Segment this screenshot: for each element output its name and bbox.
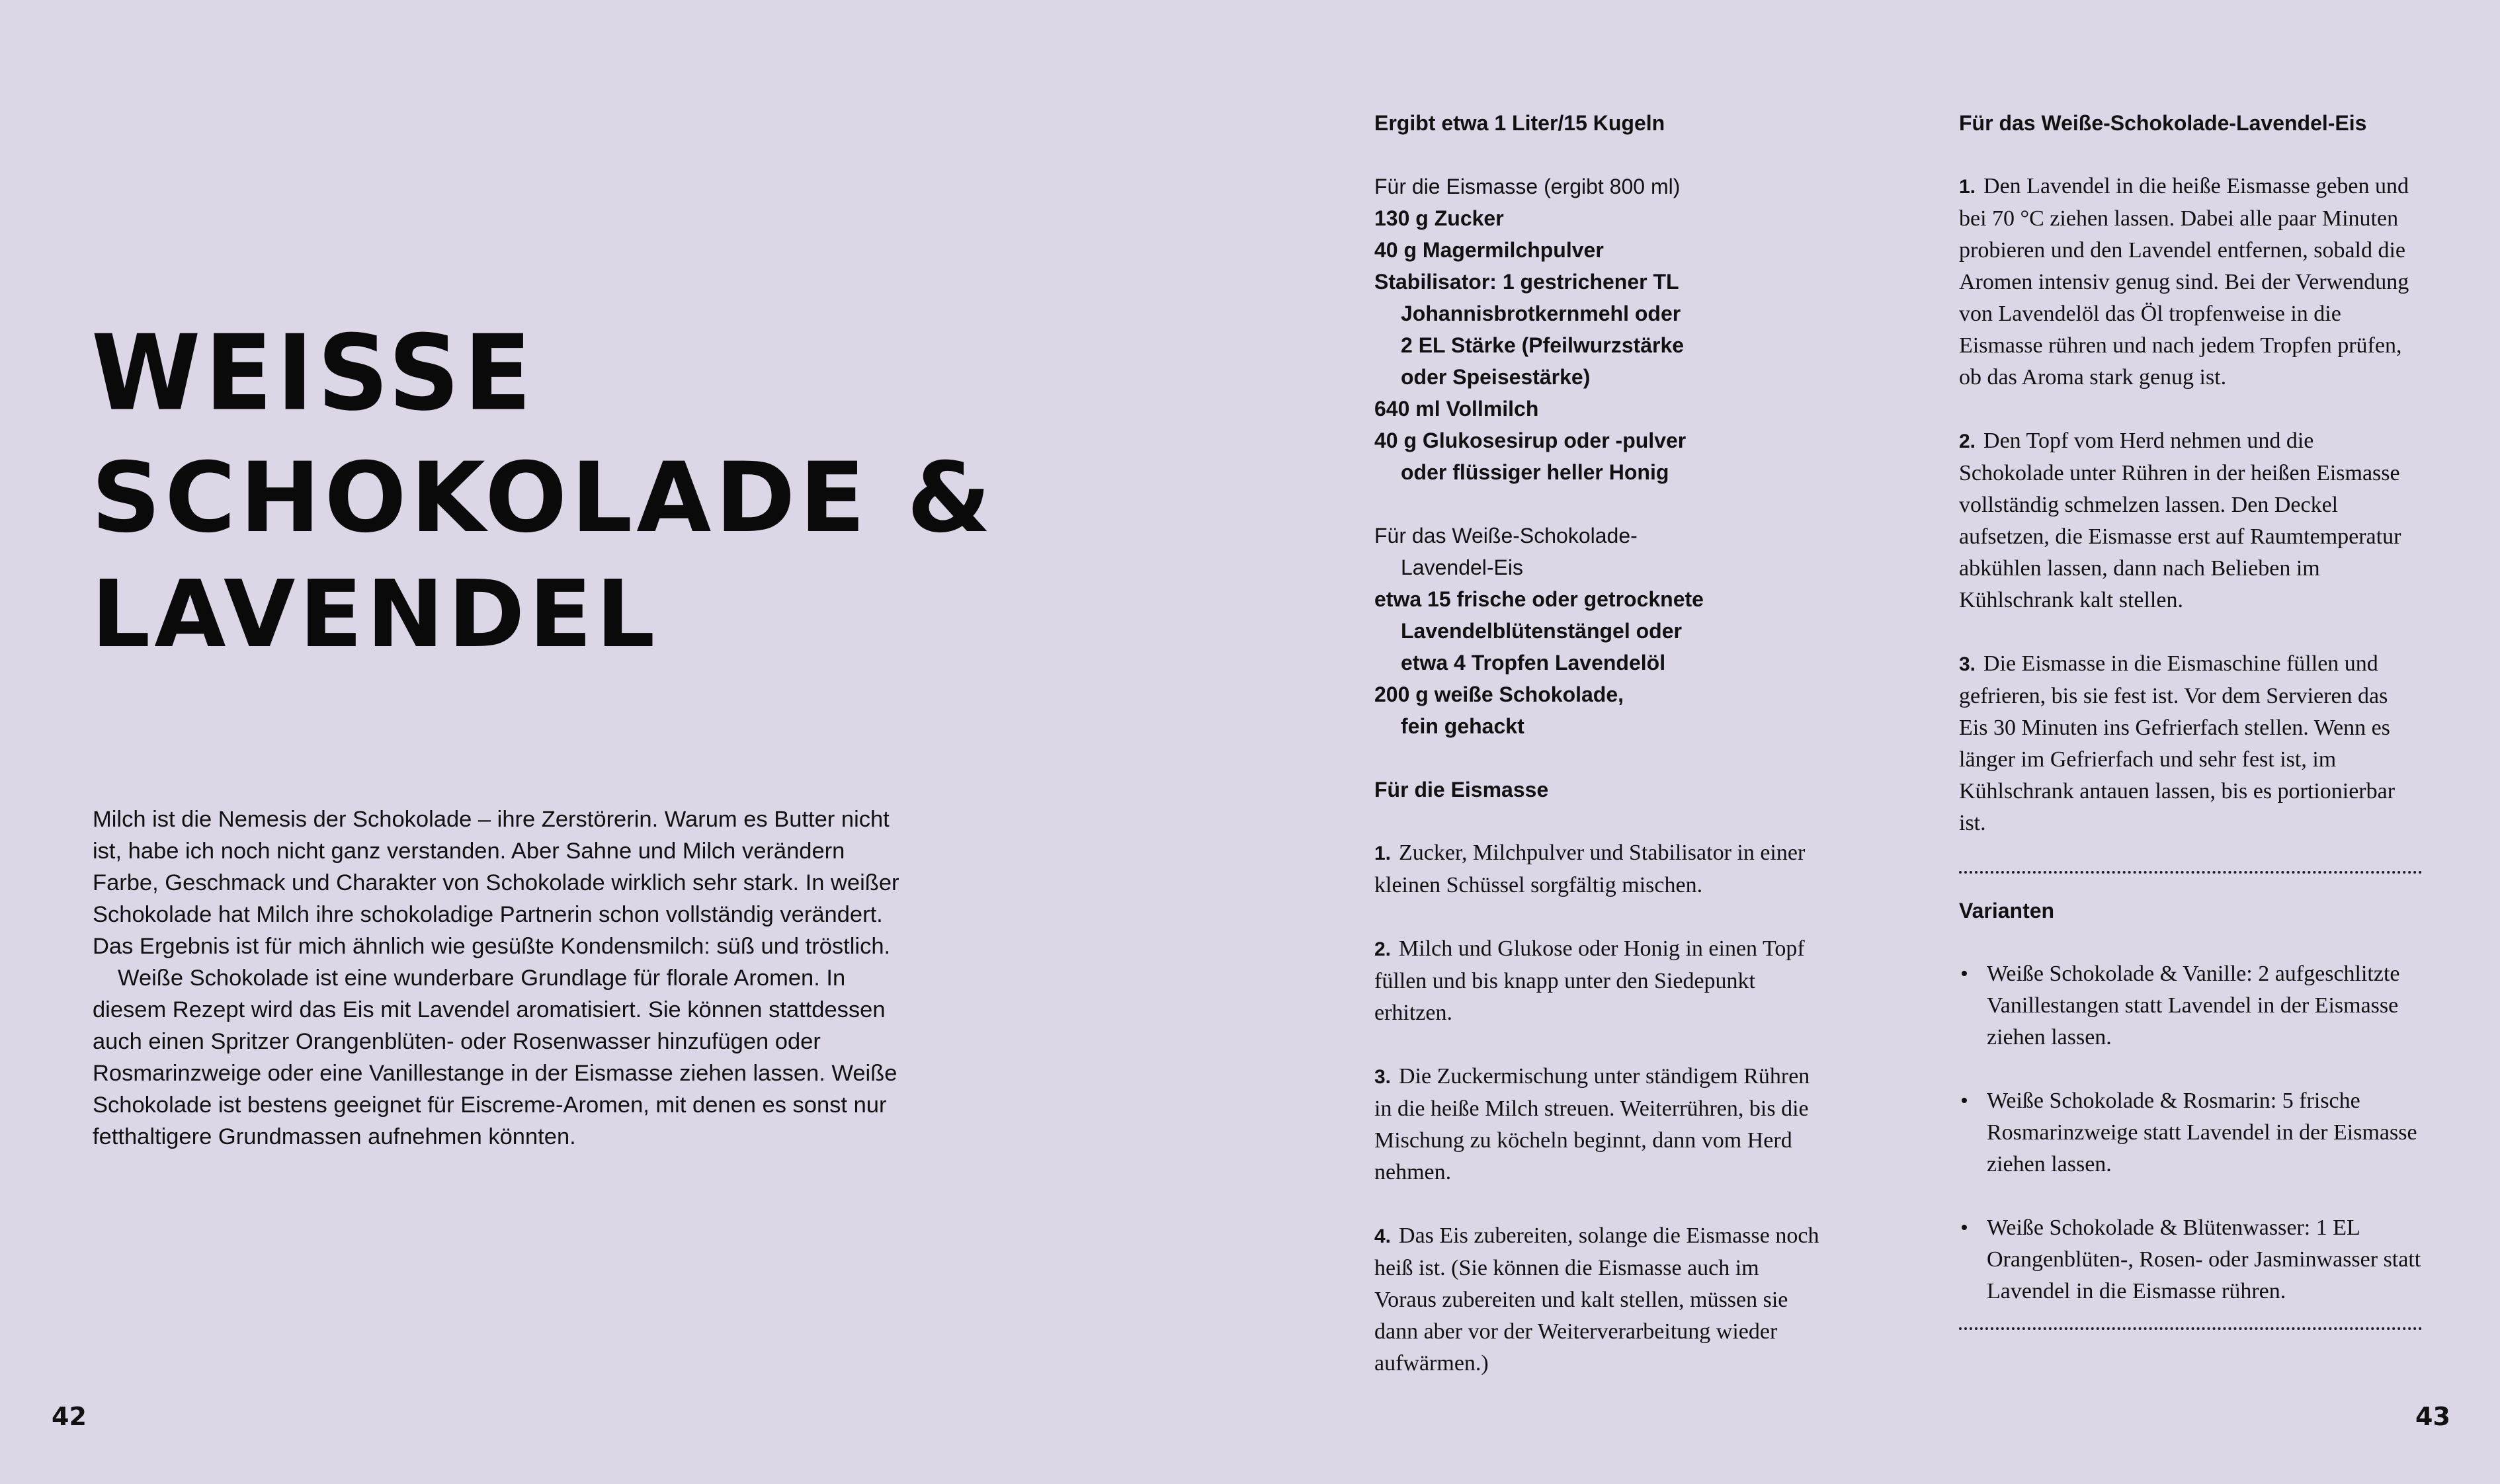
step-text: Milch und Glukose oder Honig in einen Topf füllen und bis knapp unter den Siedepunkt erhitzen. (1374, 936, 1805, 1025)
list-item: • Weiße Schokolade & Rosmarin: 5 frische Rosmarinzweige statt Lavendel in der Eismasse ziehen lassen. (1959, 1085, 2422, 1180)
dotted-divider (1959, 871, 2422, 874)
ingredient-line: Lavendelblütenstängel oder (1401, 619, 1682, 643)
dotted-divider (1959, 1327, 2422, 1330)
recipe-title (91, 313, 995, 669)
method-ice-column (1959, 107, 2422, 1330)
title-line-3: LAVENDEL (91, 561, 659, 669)
ingredient-line: fein gehackt (1401, 714, 1524, 738)
method-step (1374, 1061, 1824, 1188)
variants-heading: Varianten (1959, 899, 2055, 923)
ingredient-line: oder Speisestärke) (1401, 365, 1591, 389)
step-text: Die Zuckermischung unter ständigem Rühren in die heiße Milch streuen. Weiterrühren, bis die Mischung zu köcheln beginnt, dann vom Herd nehmen. (1374, 1064, 1810, 1184)
list-item: • Weiße Schokolade & Vanille: 2 aufgeschlitzte Vanillestangen statt Lavendel in der Eismasse ziehen lassen. (1959, 958, 2422, 1053)
method-step (1959, 425, 2422, 616)
step-number: 1. (1959, 176, 1976, 198)
step-text: Den Lavendel in die heiße Eismasse geben und bei 70 °C ziehen lassen. Dabei alle paar Minuten probieren und den Lavendel entfernen, sobald die Aromen intensiv genug sind. Bei der Verwendung von Lavendelöl das Öl tropfenweise in die Eismasse rühren und nach jedem Tropfen prüfen, ob das Aroma stark genug ist. (1959, 174, 2409, 390)
method-step (1374, 837, 1824, 901)
step-text: Zucker, Milchpulver und Stabilisator in einer kleinen Schüssel sorgfältig mischen. (1374, 841, 1806, 897)
title-line-2: SCHOKOLADE & (91, 442, 995, 554)
step-number: 4. (1374, 1225, 1392, 1247)
ingredients-column (1374, 107, 1824, 1380)
ice-ingredients-heading: Lavendel-Eis (1401, 556, 1523, 579)
ingredient-line: oder flüssiger heller Honig (1401, 460, 1669, 484)
step-number: 3. (1374, 1066, 1392, 1088)
ice-ingredients (1374, 520, 1824, 742)
ingredient-line: 2 EL Stärke (Pfeilwurzstärke (1401, 333, 1685, 357)
ingredient-line: 40 g Glukosesirup oder -pulver (1374, 429, 1687, 452)
method-base-heading: Für die Eismasse (1374, 778, 1549, 802)
base-ingredients-heading: Für die Eismasse (ergibt 800 ml) (1374, 175, 1681, 198)
step-number: 1. (1374, 843, 1392, 864)
variants-list (1959, 958, 2422, 1307)
ingredient-line: 130 g Zucker (1374, 206, 1504, 230)
intro-text (93, 804, 913, 1153)
ingredient-line: 40 g Magermilchpulver (1374, 238, 1604, 262)
ingredient-line: etwa 15 frische oder getrocknete (1374, 587, 1704, 611)
ingredient-line: Stabilisator: 1 gestrichener TL (1374, 270, 1679, 294)
page-number-left: 42 (52, 1402, 87, 1431)
step-text: Den Topf vom Herd nehmen und die Schokolade unter Rühren in der heißen Eismasse vollständig schmelzen lassen. Den Deckel aufsetzen, die Eismasse erst auf Raumtemperatur abkühlen lassen, dann nach Belieben im Kühlschrank kalt stellen. (1959, 429, 2401, 612)
intro-paragraph: Weiße Schokolade ist eine wunderbare Grundlage für florale Aromen. In diesem Rezept wird das Eis mit Lavendel aromatisiert. Sie können stattdessen auch einen Spritzer Orangenblüten- oder Rosenwasser hinzufügen oder Rosmarinzweige oder eine Vanillestange in der Eismasse ziehen lassen. Weiße Schokolade ist bestens geeignet für Eiscreme-Aromen, mit denen es sonst nur fetthaltigere Grundmassen aufnehmen könnten. (93, 966, 897, 1149)
method-ice-heading: Für das Weiße-Schokolade-Lavendel-Eis (1959, 111, 2367, 135)
step-number: 2. (1959, 431, 1976, 452)
method-step (1959, 648, 2422, 839)
step-number: 2. (1374, 938, 1392, 960)
ice-ingredients-heading: Für das Weiße-Schokolade- (1374, 524, 1638, 548)
step-number: 3. (1959, 653, 1976, 675)
ingredient-line: Johannisbrotkernmehl oder (1401, 302, 1681, 325)
intro-paragraph: Milch ist die Nemesis der Schokolade – ihre Zerstörerin. Warum es Butter nicht ist, habe ich noch nicht ganz verstanden. Aber Sahne und Milch verändern Farbe, Geschmack und Charakter von Schokolade wirklich sehr stark. In weißer Schokolade hat Milch ihre schokoladige Partnerin schon vollständig verändert. Das Ergebnis ist für mich ähnlich wie gesüßte Kondensmilch: süß und tröstlich. (93, 807, 899, 959)
method-step (1959, 171, 2422, 393)
ingredient-line: etwa 4 Tropfen Lavendelöl (1401, 651, 1666, 675)
ingredient-line: 200 g weiße Schokolade, (1374, 682, 1624, 706)
ingredient-line: 640 ml Vollmilch (1374, 397, 1539, 421)
yield-heading: Ergibt etwa 1 Liter/15 Kugeln (1374, 111, 1665, 135)
step-text: Das Eis zubereiten, solange die Eismasse noch heiß ist. (Sie können die Eismasse auch im Voraus zubereiten und kalt stellen, müssen sie dann aber vor der Weiterverarbeitung wieder aufwärmen.) (1374, 1223, 1819, 1376)
title-line-1: WEISSE (91, 313, 536, 434)
method-step (1374, 1220, 1824, 1380)
step-text: Die Eismasse in die Eismaschine füllen und gefrieren, bis sie fest ist. Vor dem Servieren das Eis 30 Minuten ins Gefrierfach stellen. Wenn es länger im Gefrierfach und sehr fest ist, im Kühlschrank antauen lassen, bis es portionierbar ist. (1959, 651, 2396, 835)
method-step (1374, 933, 1824, 1029)
page-number-right: 43 (2415, 1402, 2450, 1431)
base-ingredients (1374, 171, 1824, 488)
list-item: • Weiße Schokolade & Blütenwasser: 1 EL Orangenblüten-, Rosen- oder Jasminwasser statt Lavendel in die Eismasse rühren. (1959, 1212, 2422, 1307)
